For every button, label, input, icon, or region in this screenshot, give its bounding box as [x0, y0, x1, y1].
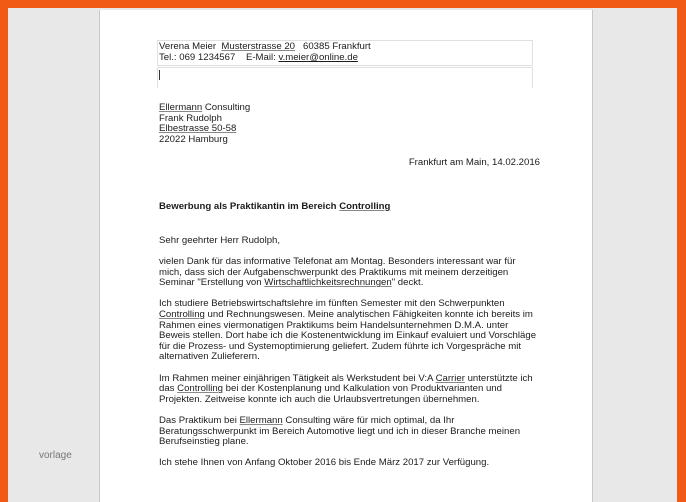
sender-phone: Tel.: 069 1234567: [159, 52, 236, 63]
text-run: bei der Kostenplanung und Kalkulation von Produktvarianten und Projekten. Zeitweise konnte ich auch die Urlaubsvertretungen übernehmen.: [159, 383, 502, 405]
sender-name: Verena Meier: [159, 41, 217, 52]
text-run: Consulting wäre für mich optimal, da Ihr Beratungsschwerpunkt im Bereich Automotive liegt und ich in dieser Branche meinen Berufseinstieg plane.: [159, 414, 521, 448]
letter-page: [99, 10, 593, 502]
recipient-company: [159, 103, 250, 114]
body-paragraph-3: [159, 374, 539, 406]
letter-body: [159, 257, 539, 479]
recipient-address: [159, 103, 250, 145]
text-run: Das Praktikum bei: [159, 414, 240, 426]
text-run-underlined: Controlling: [159, 308, 205, 320]
text-run-underlined: Carrier: [435, 372, 465, 384]
sender-city: 60385 Frankfurt: [303, 41, 371, 52]
recipient-street: Elbestrasse 50-58: [159, 123, 237, 135]
text-run: Im Rahmen meiner einjährigen Tätigkeit als Werkstudent bei V:A: [159, 372, 436, 384]
recipient-contact: Frank Rudolph: [159, 112, 222, 124]
letter-date: Frankfurt am Main, 14.02.2016: [408, 157, 540, 168]
watermark-text: vorlage: [39, 450, 72, 461]
sender-email-link[interactable]: v.meier@online.de: [278, 52, 358, 63]
body-paragraph-1: [159, 257, 539, 289]
sender-email-label: E-Mail:: [245, 52, 276, 63]
document-viewer: [8, 8, 677, 502]
body-paragraph-5: Ich stehe Ihnen von Anfang Oktober 2016 bis Ende März 2017 zur Verfügung.: [159, 457, 490, 469]
text-run: " deckt.: [391, 277, 424, 289]
text-run: Ich studiere Betriebswirtschaftslehre im fünften Semester mit den Schwerpunkten: [159, 298, 505, 310]
text-run-underlined: Ellermann: [239, 414, 283, 426]
text-field[interactable]: [157, 67, 533, 88]
salutation: Sehr geehrter Herr Rudolph,: [159, 235, 281, 246]
text-run: unterstützte ich das: [159, 372, 533, 395]
sender-line-1: [159, 42, 371, 53]
subject-field: Controlling: [339, 201, 391, 212]
body-paragraph-4: [159, 416, 539, 448]
text-run: und Rechnungswesen. Meine analytischen Fähigkeiten konnte ich bereits im Rahmen eines viermonatigen Praktikums beim Handelsunternehmen D.M.A. unter Beweis stellen. Dort habe ich die Kostenentwicklung im Einkauf evaluiert und Vorschläge für die Prozess- und Systemoptimierung geliefert. Zudem führte ich Vorgespräche mit alternativen Zulieferern.: [159, 308, 537, 363]
body-paragraph-2: [159, 299, 539, 363]
text-run: vielen Dank für das informative Telefonat am Montag. Besonders interessant war für mich, dass sich der Aufgabenschwerpunkt des Praktikums mit meinem derzeitigen Seminar "Erstellung von: [159, 256, 516, 289]
recipient-company-name: Ellermann: [159, 102, 203, 113]
letter-subject: [159, 202, 390, 213]
text-cursor: [159, 70, 160, 80]
sender-line-2: [159, 53, 358, 64]
sender-street: Musterstrasse 20: [221, 41, 295, 52]
recipient-city: 22022 Hamburg: [159, 133, 228, 145]
subject-prefix: Bewerbung als Praktikantin im Bereich: [159, 201, 340, 212]
text-run-underlined: Controlling: [177, 383, 224, 395]
recipient-company-suffix: Consulting: [204, 102, 251, 113]
text-run-underlined: Wirtschaftlichkeitsrechnungen: [264, 277, 392, 289]
